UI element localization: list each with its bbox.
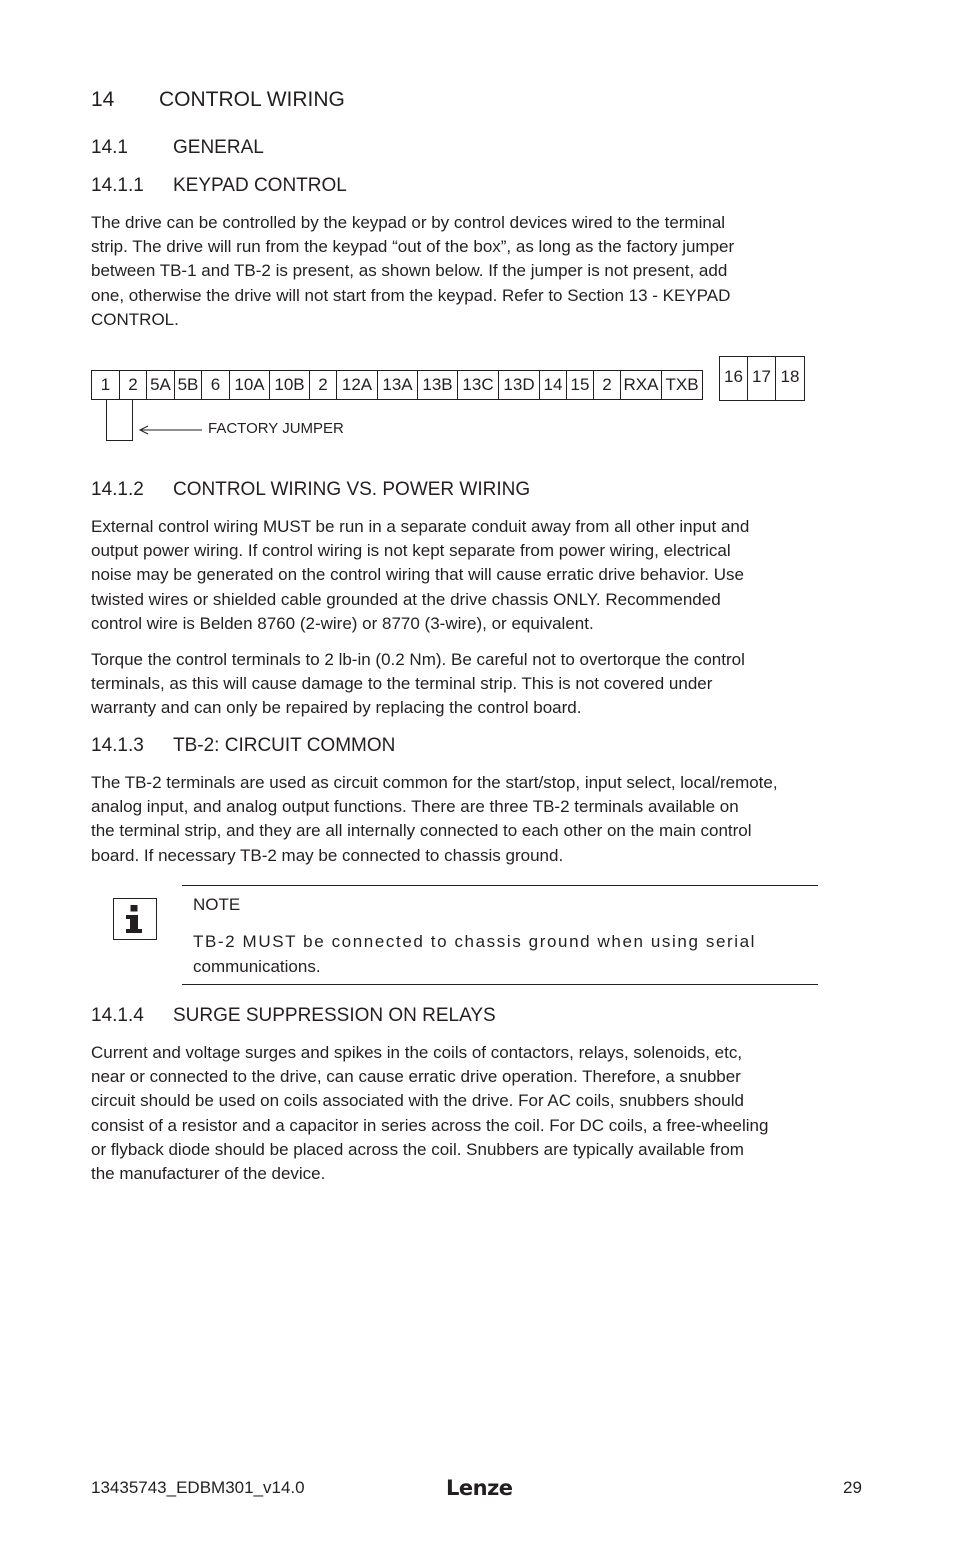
section-heading-14-1-2 (91, 479, 530, 501)
factory-jumper (106, 400, 133, 441)
section-heading-14-1-3 (91, 735, 395, 757)
terminal-cell: 13B (418, 371, 458, 399)
note-label: NOTE (193, 895, 241, 914)
text-line: analog input, and analog output functions. There are three TB-2 terminals available on (91, 797, 739, 817)
text-line: The drive can be controlled by the keypad or by control devices wired to the terminal (91, 213, 726, 232)
text-line: terminals, as this will cause damage to the terminal strip. This is not covered under (91, 674, 713, 694)
text-line: warranty and can only be repaired by replacing the control board. (91, 698, 582, 718)
relay-terminal-cell: 17 (748, 357, 776, 400)
text-line: between TB-1 and TB-2 is present, as shown below. If the jumper is not present, add (91, 261, 728, 281)
terminal-cell: 14 (540, 371, 567, 399)
text-line: or flyback diode should be placed across the coil. Snubbers are typically available from (91, 1139, 744, 1159)
text-line: Current and voltage surges and spikes in the coils of contactors, relays, solenoids, etc, (91, 1043, 743, 1062)
text-line: circuit should be used on coils associated with the drive. For AC coils, snubbers should (91, 1091, 744, 1111)
text-line: twisted wires or shielded cable grounded at the drive chassis ONLY. Recommended (91, 589, 721, 609)
paragraph-torque (91, 648, 863, 721)
section-heading-14 (91, 88, 345, 112)
paragraph-surge-suppression (91, 1041, 863, 1186)
terminal-cell: 5A (147, 371, 175, 399)
note-top-rule (182, 885, 818, 886)
note-text (193, 930, 795, 979)
terminal-cell: 13A (378, 371, 418, 399)
text-line: noise may be generated on the control wiring that will cause erratic drive behavior. Use (91, 565, 744, 585)
terminal-cell: 15 (567, 371, 594, 399)
section-number: 14.1.4 (91, 1005, 144, 1026)
text-line: strip. The drive will run from the keypad “out of the box”, as long as the factory jumper (91, 237, 735, 257)
info-icon (113, 898, 157, 940)
terminal-strip (91, 370, 703, 400)
text-line: the terminal strip, and they are all internally connected to each other on the main control (91, 821, 752, 841)
factory-jumper-label: FACTORY JUMPER (208, 420, 344, 437)
text-line: Torque the control terminals to 2 lb-in (0.2 Nm). Be careful not to overtorque the control (91, 650, 745, 669)
terminal-cell: 10B (270, 371, 310, 399)
section-number: 14 (91, 88, 115, 111)
terminal-cell: 2 (120, 371, 147, 399)
terminal-cell: 1 (92, 371, 120, 399)
relay-terminal-cell: 16 (720, 357, 748, 400)
page-number: 29 (843, 1478, 862, 1497)
section-heading-14-1-1 (91, 175, 347, 197)
section-number: 14.1 (91, 137, 128, 158)
section-title: KEYPAD CONTROL (173, 175, 347, 196)
text-line: one, otherwise the drive will not start from the keypad. Refer to Section 13 - KEYPAD (91, 285, 731, 305)
text-line: near or connected to the drive, can cause erratic drive operation. Therefore, a snubber (91, 1067, 741, 1087)
terminal-cell: 13C (458, 371, 499, 399)
section-title: GENERAL (173, 137, 264, 158)
terminal-cell: 10A (230, 371, 270, 399)
text-line: TB-2 MUST be connected to chassis ground when using serial (193, 932, 757, 951)
text-line: output power wiring. If control wiring is not kept separate from power wiring, electrical (91, 541, 731, 561)
terminal-cell: RXA (621, 371, 662, 399)
terminal-cell: 2 (310, 371, 337, 399)
section-title: CONTROL WIRING VS. POWER WIRING (173, 479, 531, 500)
text-line: External control wiring MUST be run in a separate conduit away from all other input and (91, 517, 750, 536)
relay-terminal-strip (719, 356, 805, 401)
terminal-cell: TXB (665, 375, 699, 394)
section-title: SURGE SUPPRESSION ON RELAYS (173, 1005, 496, 1026)
relay-terminal-cell: 18 (780, 367, 800, 386)
terminal-cell: 6 (202, 371, 230, 399)
section-number: 14.1.1 (91, 175, 144, 196)
text-line: consist of a resistor and a capacitor in series across the coil. For DC coils, a free-wheeling (91, 1115, 769, 1135)
paragraph-keypad-control (91, 211, 863, 332)
section-title: CONTROL WIRING (159, 88, 345, 111)
note-bottom-rule (182, 984, 818, 985)
terminal-cell: 13D (499, 371, 540, 399)
terminal-cell: 2 (594, 371, 621, 399)
text-line: The TB-2 terminals are used as circuit common for the start/stop, input select, local/remote, (91, 773, 778, 792)
section-number: 14.1.2 (91, 479, 144, 500)
text-line: communications. (193, 956, 321, 976)
lenze-logo: Lenze (446, 1476, 513, 1500)
terminal-cell: 5B (175, 371, 202, 399)
paragraph-control-wiring (91, 515, 863, 636)
text-line: CONTROL. (91, 309, 179, 329)
text-line: the manufacturer of the device. (91, 1164, 326, 1184)
text-line: board. If necessary TB-2 may be connected to chassis ground. (91, 845, 564, 865)
section-heading-14-1 (91, 137, 264, 159)
jumper-arrow-icon (138, 420, 202, 440)
text-line: control wire is Belden 8760 (2-wire) or 8770 (3-wire), or equivalent. (91, 613, 594, 633)
terminal-cell: 12A (337, 371, 378, 399)
section-title: TB-2: CIRCUIT COMMON (173, 735, 396, 756)
section-number: 14.1.3 (91, 735, 144, 756)
document-id: 13435743_EDBM301_v14.0 (91, 1478, 305, 1497)
section-heading-14-1-4 (91, 1005, 496, 1027)
paragraph-circuit-common (91, 771, 863, 868)
